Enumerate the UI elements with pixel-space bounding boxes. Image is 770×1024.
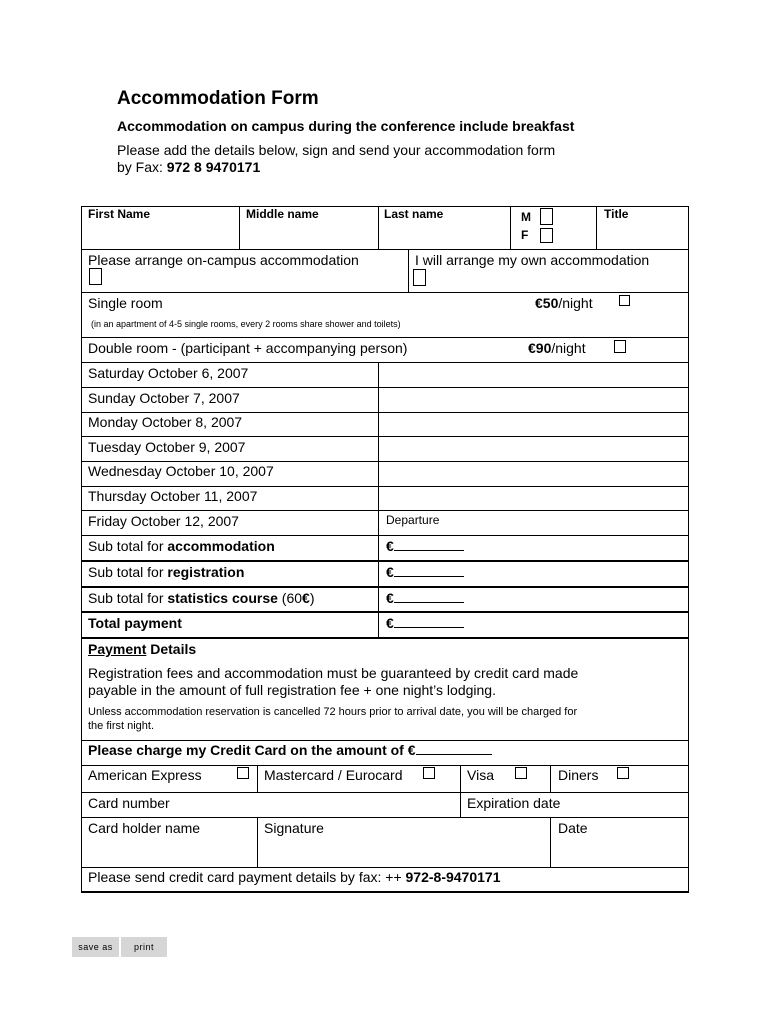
- single-room-note: (in an apartment of 4-5 single rooms, every 2 rooms share shower and toilets): [91, 319, 401, 329]
- card-mastercard-label: Mastercard / Eurocard: [264, 767, 403, 783]
- charge-amount-text: Please charge my Credit Card on the amount of €: [88, 742, 416, 758]
- euro-sign: €: [386, 564, 394, 580]
- statistics-price-close: ): [309, 590, 315, 606]
- date-row: Wednesday October 10, 2007: [88, 463, 274, 479]
- intro-text: [117, 142, 637, 176]
- gender-f-checkbox[interactable]: [540, 228, 553, 243]
- date-row: Sunday October 7, 2007: [88, 390, 240, 406]
- subtotal-prefix: Sub total for: [88, 564, 168, 580]
- card-mastercard-checkbox[interactable]: [423, 767, 435, 779]
- card-visa-checkbox[interactable]: [515, 767, 527, 779]
- gender-m-checkbox[interactable]: [540, 208, 553, 225]
- departure-label: Departure: [386, 513, 440, 527]
- subtotal-statistics-field[interactable]: [386, 590, 464, 606]
- subtotal-prefix: Sub total for: [88, 590, 168, 606]
- arrange-campus-checkbox[interactable]: [89, 268, 102, 285]
- payment-heading-rest: Details: [146, 641, 197, 657]
- page-title: Accommodation Form: [117, 88, 319, 109]
- statistics-price-euro: €: [302, 590, 310, 606]
- single-room-checkbox[interactable]: [619, 295, 630, 306]
- subtotal-accommodation-label: [88, 538, 275, 554]
- card-holder-label: Card holder name: [88, 820, 201, 836]
- euro-sign: €: [386, 590, 394, 606]
- gender-f-label: F: [521, 228, 529, 242]
- statistics-price-open: (60: [277, 590, 303, 606]
- euro-sign: €: [386, 615, 394, 631]
- double-room-price-unit: /night: [551, 340, 586, 356]
- payment-heading: [88, 641, 196, 657]
- arrange-campus-label: Please arrange on-campus accommodation: [88, 252, 359, 268]
- subtotal-prefix: Sub total for: [88, 538, 168, 554]
- print-button[interactable]: print: [121, 937, 167, 957]
- last-name-label: Last name: [384, 207, 444, 221]
- card-amex-checkbox[interactable]: [237, 767, 249, 779]
- date-row: Saturday October 6, 2007: [88, 365, 249, 381]
- date-row: Thursday October 11, 2007: [88, 488, 258, 504]
- date-row: Monday October 8, 2007: [88, 414, 243, 430]
- intro-fax-number: 972 8 9470171: [166, 159, 261, 175]
- single-room-price-value: €50: [535, 295, 559, 311]
- middle-name-label: Middle name: [246, 207, 319, 221]
- double-room-checkbox[interactable]: [614, 340, 626, 353]
- subtotal-accommodation-bold: accommodation: [167, 538, 275, 554]
- single-room-price-unit: /night: [558, 295, 593, 311]
- subtotal-registration-bold: registration: [167, 564, 245, 580]
- send-fax-text: Please send credit card payment details by fax: ++: [88, 869, 406, 885]
- subtotal-registration-label: [88, 564, 244, 580]
- send-fax-number: 972-8-9470171: [405, 869, 501, 885]
- date-label: Date: [558, 820, 588, 836]
- gender-m-label: M: [521, 210, 531, 224]
- payment-text-line-2: payable in the amount of full registration fee + one night’s lodging.: [88, 682, 496, 698]
- page-subtitle: Accommodation on campus during the conference include breakfast: [117, 118, 575, 134]
- save-as-button[interactable]: save as: [72, 937, 119, 957]
- subtotal-registration-field[interactable]: [386, 564, 464, 580]
- single-room-label: Single room: [88, 295, 163, 311]
- euro-sign: €: [386, 538, 394, 554]
- total-payment-label: Total payment: [88, 615, 182, 631]
- charge-amount-label: [88, 742, 492, 758]
- send-fax-line: [88, 869, 501, 885]
- arrange-own-label: I will arrange my own accommodation: [415, 252, 650, 268]
- total-payment-field[interactable]: [386, 615, 464, 631]
- card-number-label: Card number: [88, 795, 170, 811]
- payment-note-line-1: Unless accommodation reservation is cancelled 72 hours prior to arrival date, you will be charged for: [88, 706, 578, 718]
- card-diners-checkbox[interactable]: [617, 767, 629, 779]
- subtotal-statistics-label: [88, 590, 314, 606]
- payment-text-line-1: Registration fees and accommodation must be guaranteed by credit card made: [88, 665, 579, 681]
- payment-note-line-2: the first night.: [88, 720, 155, 732]
- intro-line-1: Please add the details below, sign and send your accommodation form: [117, 142, 556, 158]
- intro-line-2: [117, 159, 637, 176]
- card-diners-label: Diners: [558, 767, 599, 783]
- card-visa-label: Visa: [467, 767, 494, 783]
- expiration-date-label: Expiration date: [467, 795, 561, 811]
- single-room-price: [535, 295, 593, 311]
- card-amex-label: American Express: [88, 767, 202, 783]
- subtotal-accommodation-field[interactable]: [386, 538, 464, 554]
- double-room-label: Double room - (participant + accompanying person): [88, 340, 408, 356]
- double-room-price: [528, 340, 586, 356]
- first-name-label: First Name: [88, 207, 151, 221]
- payment-heading-underlined: Payment: [88, 641, 147, 657]
- title-label: Title: [604, 207, 629, 221]
- subtotal-statistics-bold: statistics course: [167, 590, 278, 606]
- date-row: Tuesday October 9, 2007: [88, 439, 246, 455]
- charge-amount-field[interactable]: [416, 742, 492, 755]
- intro-fax-prefix: by Fax:: [117, 159, 167, 175]
- date-row: Friday October 12, 2007: [88, 513, 239, 529]
- double-room-price-value: €90: [528, 340, 552, 356]
- signature-label: Signature: [264, 820, 324, 836]
- arrange-own-checkbox[interactable]: [413, 269, 426, 286]
